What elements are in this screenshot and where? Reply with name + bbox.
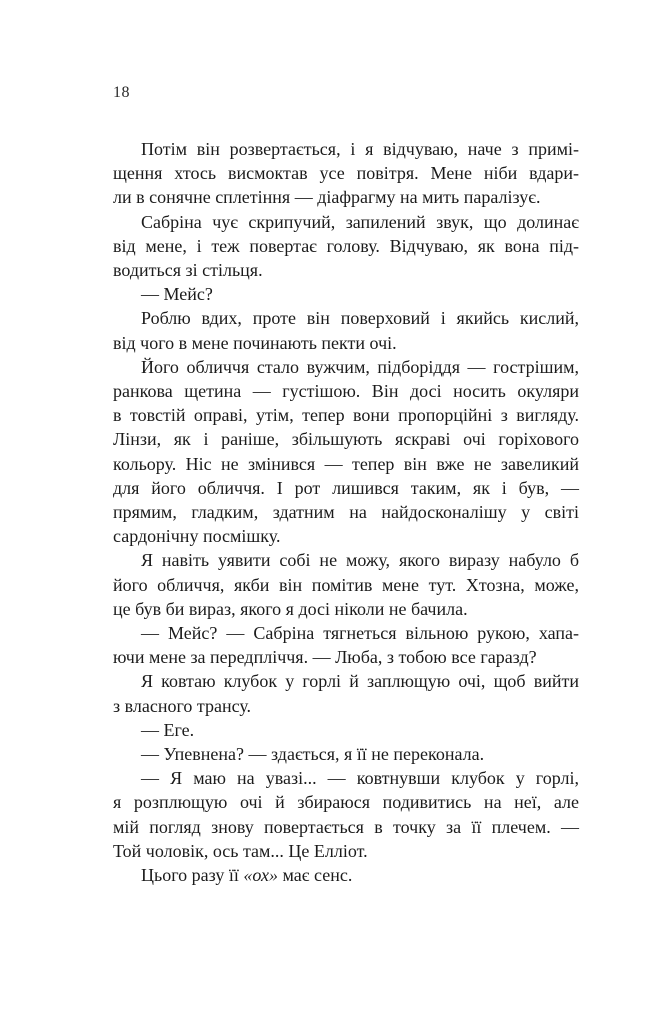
paragraph: [113, 210, 579, 283]
paragraph: [113, 621, 579, 669]
text-line: з власного трансу.: [113, 695, 252, 716]
text-line: ранкова щетина — густішою. Він досі носить окуляри: [113, 381, 579, 402]
text-block: [113, 137, 579, 887]
paragraph: [113, 718, 579, 742]
paragraph: [113, 137, 579, 210]
text-line: ючи мене за передпліччя. — Люба, з тобою все гаразд?: [113, 647, 537, 668]
text-line: Лінзи, як і раніше, збільшують яскраві очі горіхового: [113, 429, 579, 450]
paragraph: [113, 355, 579, 549]
text-segment: Цього разу її: [141, 865, 244, 886]
text-line: мій погляд знову повертається в точку за її плечем. —: [113, 816, 579, 837]
text-line: Роблю вдих, проте він поверховий і якийсь кислий,: [141, 308, 579, 329]
text-line: в товстій оправі, утім, тепер вони пропорційні з вигляду.: [113, 405, 579, 426]
text-line: — Еге.: [141, 719, 195, 740]
paragraph: [113, 306, 579, 354]
text-line: Сабріна чує скрипучий, запилений звук, що долинає: [141, 211, 579, 232]
paragraph: [113, 766, 579, 863]
text-line: Я ковтаю клубок у горлі й заплющую очі, щоб вийти: [141, 671, 579, 692]
paragraph: [113, 669, 579, 717]
text-line: це був би вираз, якого я досі ніколи не бачила.: [113, 598, 468, 619]
text-line: — Упевнена? — здається, я її не переконала.: [141, 744, 485, 765]
paragraph: [113, 742, 579, 766]
text-line: — Мейс?: [141, 284, 213, 305]
page-number: 18: [113, 84, 130, 101]
text-line: його обличчя, якби він помітив мене тут. Хтозна, може,: [113, 574, 579, 595]
text-line: сардонічну посмішку.: [113, 526, 281, 547]
paragraph: [113, 863, 579, 887]
text-line: Його обличчя стало вужчим, підборіддя — гострішим,: [141, 356, 579, 377]
text-line: Той чоловік, ось там... Це Елліот.: [113, 840, 368, 861]
text-line: — Я маю на увазі... — ковтнувши клубок у горлі,: [141, 768, 579, 789]
text-line: [113, 863, 579, 887]
italic-text: «ох»: [243, 865, 279, 886]
text-line: я розплющую очі й збираюся подивитись на неї, але: [113, 792, 579, 813]
text-line: Потім він розвертається, і я відчуваю, наче з примі-: [141, 139, 579, 159]
text-line: Я навіть уявити собі не можу, якого виразу набуло б: [141, 550, 579, 571]
text-line: щення хтось висмоктав усе повітря. Мене ніби вдари-: [113, 163, 579, 184]
text-line: кольору. Ніс не змінився — тепер він вже не завеликий: [113, 453, 579, 474]
text-line: від чого в мене починають пекти очі.: [113, 332, 397, 353]
paragraph: [113, 548, 579, 621]
text-line: водиться зі стільця.: [113, 260, 263, 281]
text-line: ли в сонячне сплетіння — діафрагму на мить паралізує.: [113, 187, 541, 208]
text-line: — Мейс? — Сабріна тягнеться вільною рукою, хапа-: [141, 623, 579, 644]
text-line: прямим, гладким, здатним на найдосконалішу у світі: [113, 502, 579, 523]
paragraph: [113, 282, 579, 306]
text-line: від мене, і теж повертає голову. Відчуваю, як вона під-: [113, 235, 579, 256]
text-segment: має сенс.: [278, 865, 353, 886]
text-line: для його обличчя. І рот лишився таким, як і був, —: [113, 477, 579, 498]
